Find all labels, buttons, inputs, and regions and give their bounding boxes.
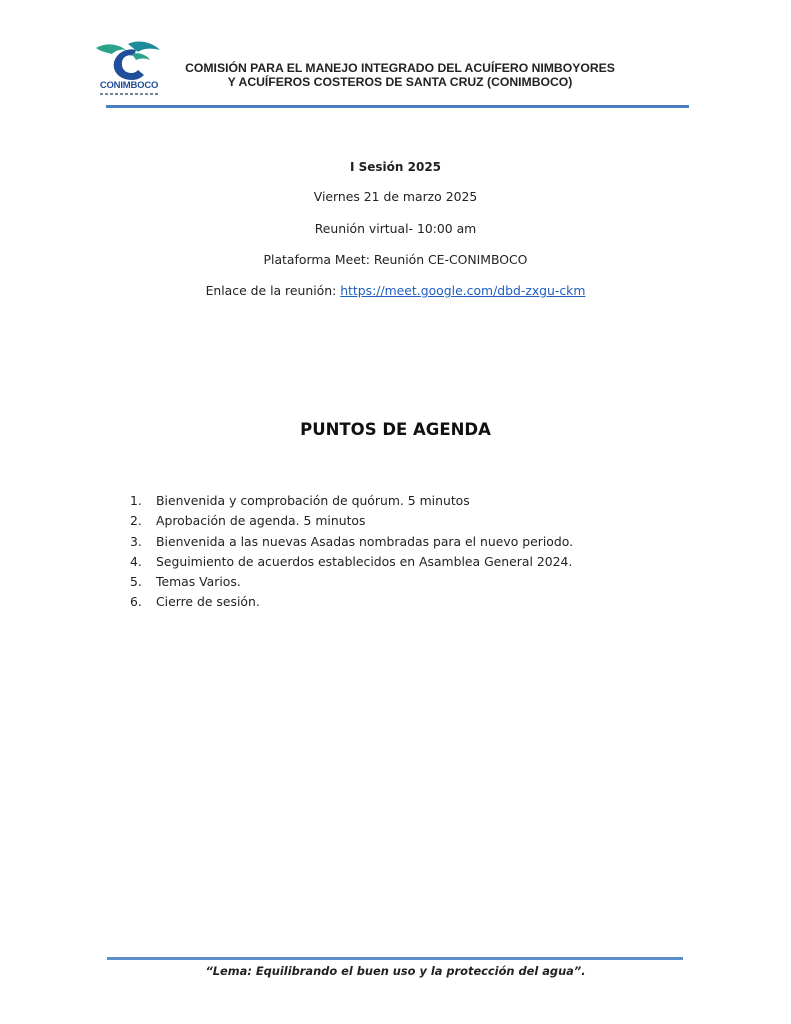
agenda-item: 3. Bienvenida a las nuevas Asadas nombradas para el nuevo periodo. (130, 533, 574, 549)
session-meeting-time: Reunión virtual- 10:00 am (314, 221, 477, 236)
agenda-item: 5. Temas Varios. (130, 574, 241, 590)
session-link-label: Enlace de la reunión: (205, 283, 341, 298)
agenda-item: 2. Aprobación de agenda. 5 minutos (130, 513, 366, 529)
agenda-item: 6. Cierre de sesión. (130, 594, 260, 610)
meeting-link[interactable]: https://meet.google.com/dbd-zxgu-ckm (340, 283, 586, 298)
session-date: Viernes 21 de marzo 2025 (313, 189, 478, 204)
header-title (150, 61, 650, 89)
footer-motto: “Lema: Equilibrando el buen uso y la protección del agua”. (205, 964, 586, 978)
agenda-item: 4. Seguimiento de acuerdos establecidos en Asamblea General 2024. (130, 553, 573, 569)
logo-wordmark: CONIMBOCO (99, 80, 159, 91)
session-platform: Plataforma Meet: Reunión CE-CONIMBOCO (263, 252, 528, 267)
header-divider (106, 105, 689, 108)
agenda-title: PUNTOS DE AGENDA (300, 420, 491, 439)
agenda-list (130, 491, 573, 613)
header-title-line-1: COMISIÓN PARA EL MANEJO INTEGRADO DEL ACUÍFERO NIMBOYORES (185, 61, 615, 75)
session-link-line (0, 283, 791, 298)
footer-divider (107, 957, 683, 960)
agenda-item: 1. Bienvenida y comprobación de quórum. 5 minutos (130, 493, 470, 508)
logo-tagline-mark (100, 93, 158, 95)
header-title-line-2: Y ACUÍFEROS COSTEROS DE SANTA CRUZ (CONIMBOCO) (227, 75, 573, 89)
session-title: I Sesión 2025 (349, 160, 442, 174)
